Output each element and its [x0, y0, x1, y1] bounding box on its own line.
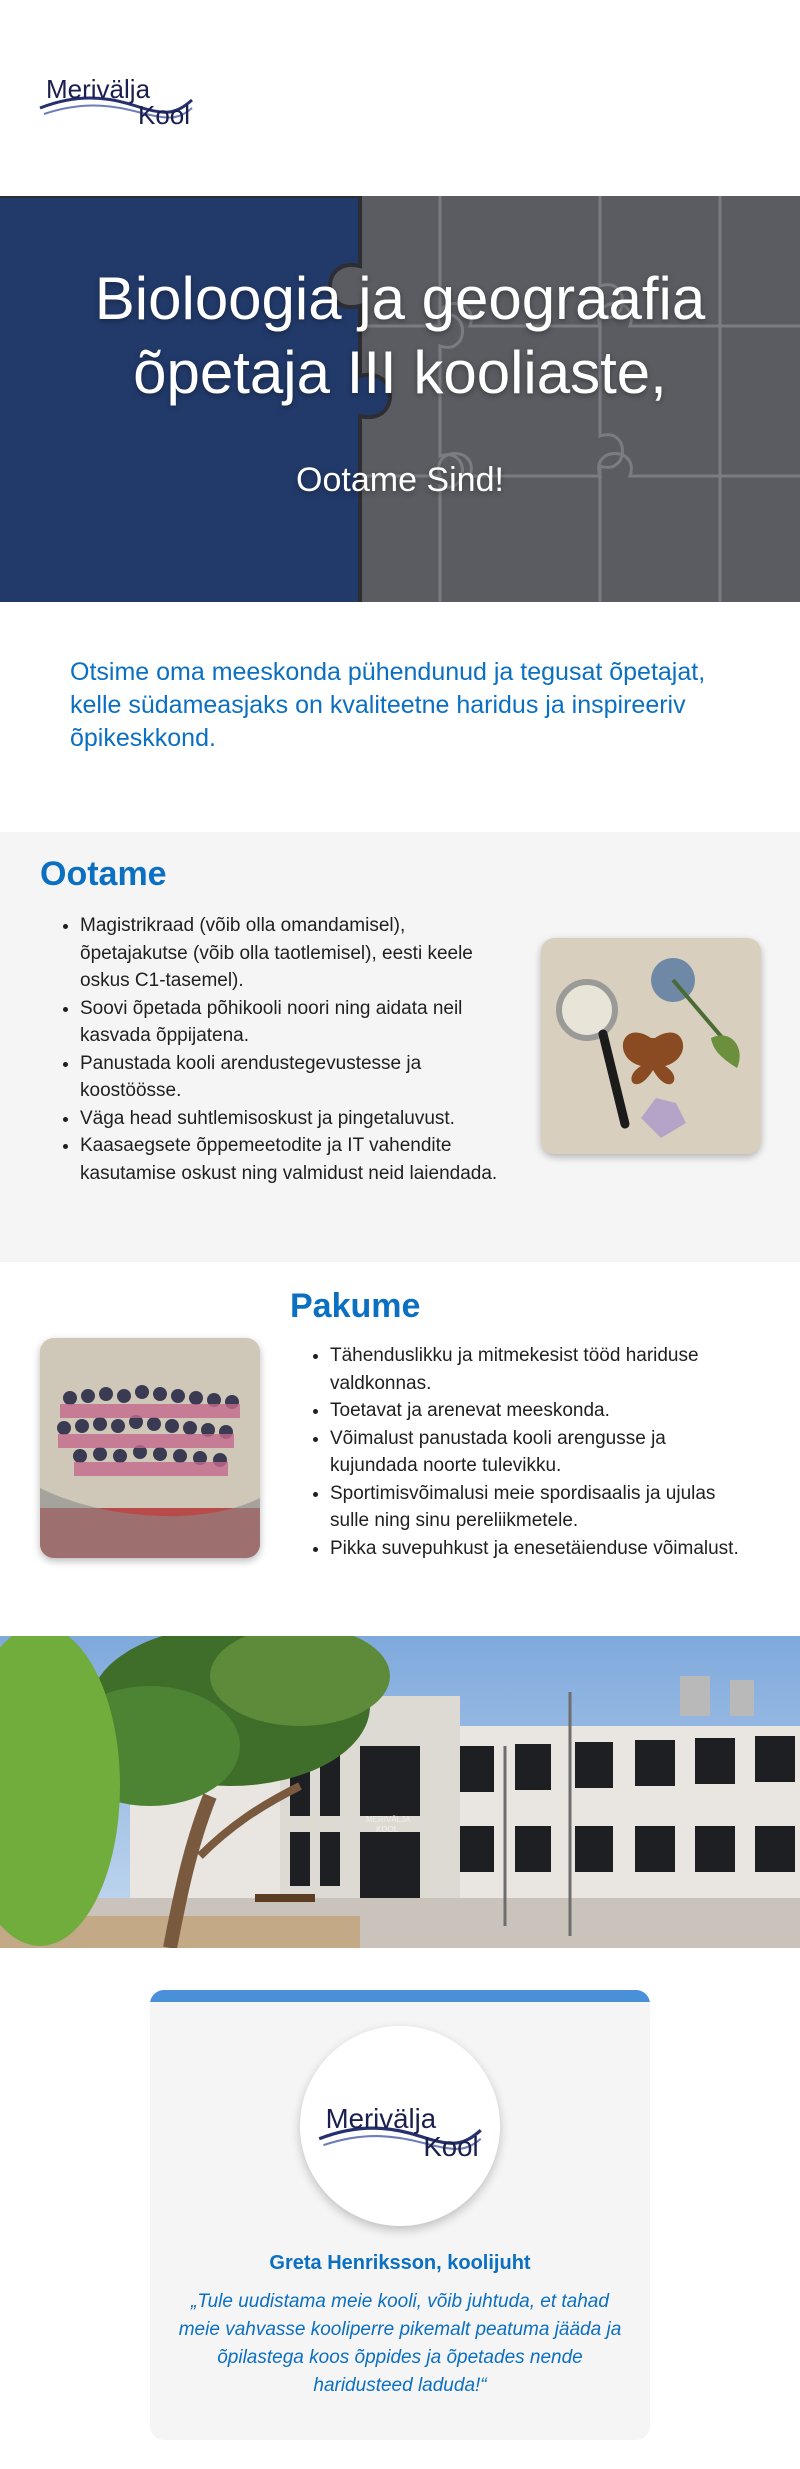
- logo-text-line1: Merivälja: [46, 74, 151, 104]
- list-item: • Soovi õpetada põhikooli noori ning aidata neil kasvada õppijatena.: [80, 995, 510, 1050]
- hero-title-line1: Bioloogia ja geograafia: [94, 265, 706, 332]
- school-staff-photo: [40, 1338, 260, 1558]
- building-sign-line2: KOOL: [376, 1825, 399, 1834]
- avatar-logo-line2: Kool: [423, 2130, 479, 2160]
- hero-title-line2: õpetaja III kooliaste,: [133, 339, 667, 406]
- avatar-logo-graphic: [314, 2092, 486, 2160]
- list-item: • Sportimisvõimalusi meie spordisaalis ja ujulas sulle ning sinu pereliikmetele.: [330, 1480, 750, 1535]
- contact-card-accent-bar: [150, 1990, 650, 2002]
- pakume-list: [330, 1342, 750, 1562]
- hero-banner: [0, 196, 800, 602]
- ootame-heading: Ootame: [40, 855, 167, 893]
- contact-quote: „Tule uudistama meie kooli, võib juhtuda, et tahad meie vahvasse kooliperre pikemalt peatuma jääda ja õpilastega koos õppides ja õpetades nende haridusteed laduda!“: [178, 2291, 622, 2396]
- list-item: • Kaasaegsete õppemeetodite ja IT vahendite kasutamise oskust ning valmidust neid laiendada.: [80, 1132, 510, 1187]
- hero-title: [0, 262, 800, 410]
- school-building-photo: [0, 1636, 800, 1948]
- building-sign-line1: MERIVÄLJA: [366, 1815, 411, 1824]
- list-item: • Panustada kooli arendustegevustesse ja koostöösse.: [80, 1050, 510, 1105]
- logo-text-line2: Kool: [138, 100, 191, 128]
- pakume-heading: Pakume: [290, 1287, 421, 1325]
- list-item: • Pikka suvepuhkust ja enesetäienduse võimalust.: [330, 1535, 750, 1563]
- list-item: • Toetavat ja arenevat meeskonda.: [330, 1397, 750, 1425]
- school-logo[interactable]: [36, 64, 196, 128]
- list-item: • Võimalust panustada kooli arengusse ja kujundada noorte tulevikku.: [330, 1425, 750, 1480]
- avatar-logo-line1: Merivälja: [325, 2103, 437, 2135]
- list-item: • Väga head suhtlemisoskust ja pingetaluvust.: [80, 1105, 510, 1133]
- list-item: • Tähenduslikku ja mitmekesist tööd hariduse valdkonnas.: [330, 1342, 750, 1397]
- avatar: [300, 2026, 500, 2226]
- hero-subtitle: Ootame Sind!: [296, 461, 504, 499]
- nature-objects-image: [541, 938, 761, 1154]
- logo-graphic: [36, 64, 196, 128]
- contact-name: Greta Henriksson, koolijuht: [269, 2252, 531, 2274]
- intro-text: Otsime oma meeskonda pühendunud ja tegusat õpetajat, kelle südameasjaks on kvaliteetne haridus ja inspireeriv õpikeskkond.: [70, 658, 706, 752]
- contact-card: [150, 1990, 650, 2440]
- ootame-list: [80, 912, 510, 1187]
- site-header: [0, 0, 800, 196]
- list-item: • Magistrikraad (võib olla omandamisel), õpetajakutse (võib olla taotlemisel), eesti keele oskus C1-tasemel).: [80, 912, 510, 995]
